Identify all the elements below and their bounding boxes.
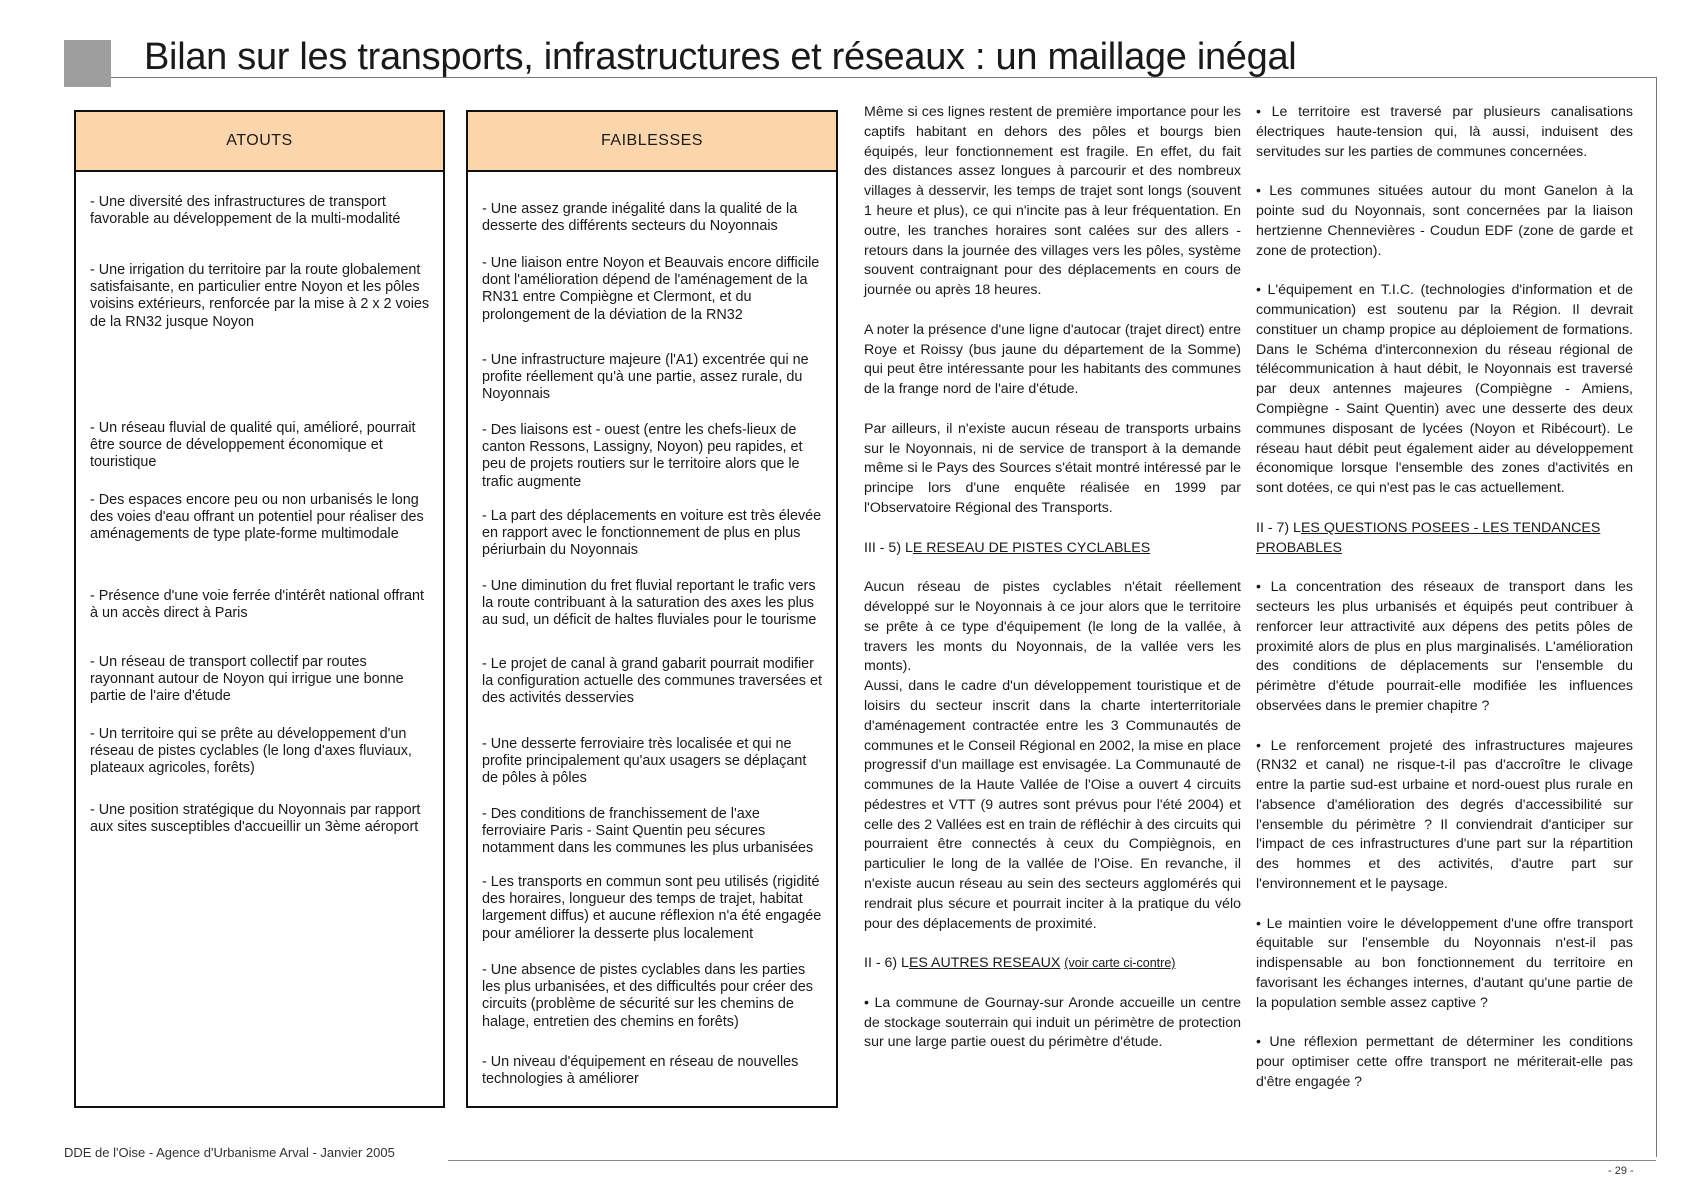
section-number: II - 6) L — [864, 955, 909, 972]
paragraph: A noter la présence d'une ligne d'autocar (trajet direct) entre Roye et Roissy (bus jaune du département de la Somme) qui peut être intéressante pour les habitants des communes de la frange nord de l'aire d'étude. — [864, 321, 1241, 398]
atouts-item: - Un territoire qui se prête au développement d'un réseau de pistes cyclables (le long d'axes fluviaux, plateaux agricoles, forêts) — [90, 726, 412, 777]
paragraph: Aussi, dans le cadre d'un développement touristique et de loisirs du secteur inscrit dans la charte interterritoriale d'aménagement contractée entre les 3 Communautés de communes et le Conseil Régional en 2002, la mise en place progressif d'un maillage est envisagée. La Communauté de communes de la Haute Vallée de l'Oise a ouvert 4 circuits pédestres et VTT (9 autres sont prévus pour l'été 2004) et celle des 2 Vallées est en train de réfléchir à des circuits qui pourraient être connectés à ceux du Compiègnois, en particulier le long de la vallée de l'Oise. En revanche, il n'existe aucun réseau au sein des secteurs agglomérés qui rendrait plus sécure et pourrait inciter à la pratique du vélo pour des déplacements de proximité. — [864, 678, 1241, 932]
paragraph: Par ailleurs, il n'existe aucun réseau de transports urbains sur le Noyonnais, ni de service de transport à la demande même si le Pays des Sources s'était montré intéressé par le principe lors d'une enquête réalisée en 1999 par l'Observatoire Régional des Transports. — [864, 420, 1241, 516]
faiblesses-item: - Une liaison entre Noyon et Beauvais encore difficile dont l'amélioration dépend de l'aménagement de la RN31 entre Compiègne et Clermont, et du prolongement de la déviation de la RN32 — [482, 255, 820, 323]
section-heading-questions-posees — [1256, 519, 1633, 559]
atouts-item: - Une irrigation du territoire par la route globalement satisfaisante, en particulier entre Noyon et les pôles voisins extérieurs, renforcée par la mise à 2 x 2 voies de la RN32 jusque Noyon — [90, 262, 430, 330]
title-underline-rule — [111, 77, 1657, 78]
footer-credit: DDE de l'Oise - Agence d'Urbanisme Arval - Janvier 2005 — [64, 1145, 395, 1160]
paragraph: • Les communes situées autour du mont Ganelon à la pointe sud du Noyonnais, sont concernées par la liaison hertzienne Chennevières - Coudun EDF (zone de garde et zone de protection). — [1256, 183, 1633, 259]
paragraph: Aucun réseau de pistes cyclables n'était réellement développé sur le Noyonnais à ce jour alors que le territoire se prête à ce type d'équipement (le long de la vallée, à travers les monts du Noyonnais, de la vallée vers les monts). — [864, 579, 1241, 675]
atouts-item: - Présence d'une voie ferrée d'intérêt national offrant à un accès direct à Paris — [90, 588, 425, 622]
paragraph: Même si ces lignes restent de première importance pour les captifs habitant en dehors des pôles et bourgs bien équipés, leur fonctionnement est fragile. En effet, du fait des distances assez longues à parcourir et des nombreux villages à desservir, les temps de trajet sont longs (souvent 1 heure et plus), ce qui n'incite pas à leur fréquentation. En outre, les tranches horaires sont calées sur des allers - retours dans la journée des villages vers les pôles, système souvent contraignant pour des déplacements en cours de journée ou après 18 heures. — [864, 104, 1241, 299]
faiblesses-item: - Les transports en commun sont peu utilisés (rigidité des horaires, longueur des temps de trajet, habitat largement diffus) et aucune réflexion n'a été engagée pour améliorer la desserte plus localement — [482, 874, 822, 942]
paragraph: • Le renforcement projeté des infrastructures majeures (RN32 et canal) ne risque-t-il pas d'accroître le clivage entre la partie sud-est urbaine et nord-ouest plus rurale en l'absence d'amélioration des degrés d'accessibilité sur l'ensemble du périmètre ? Il conviendrait d'anticiper sur l'impact de ces infrastructures d'une part sur la répartition des hommes et des activités, d'autre part sur l'environnement et le paysage. — [1256, 737, 1633, 893]
faiblesses-item: - Une infrastructure majeure (l'A1) excentrée qui ne profite réellement qu'à une partie, assez rurale, du Noyonnais — [482, 352, 809, 403]
footer-rule — [448, 1160, 1656, 1161]
paragraph: • Une réflexion permettant de déterminer les conditions pour optimiser cette offre transport ne mériterait-elle pas d'être engagée ? — [1256, 1034, 1633, 1091]
map-reference-note: (voir carte ci-contre) — [1064, 956, 1176, 971]
text-column-4 — [1256, 103, 1633, 1113]
right-margin-rule — [1656, 77, 1657, 1157]
paragraph: • Le territoire est traversé par plusieurs canalisations électriques haute-tension qui, là aussi, induisent des servitudes sur les parties de communes concernées. — [1256, 104, 1633, 160]
section-title: ES QUESTIONS POSEES - LES TENDANCES PROBABLES — [1256, 519, 1601, 556]
title-marker-square — [64, 40, 111, 87]
atouts-item: - Une position stratégique du Noyonnais par rapport aux sites susceptibles d'accueillir un 3ème aéroport — [90, 802, 421, 836]
faiblesses-item: - Le projet de canal à grand gabarit pourrait modifier la configuration actuelle des communes traversées et des activités desservies — [482, 656, 822, 707]
faiblesses-header: FAIBLESSES — [468, 112, 836, 172]
faiblesses-item: - Une assez grande inégalité dans la qualité de la desserte des différents secteurs du Noyonnais — [482, 201, 798, 235]
atouts-box — [74, 110, 445, 1108]
atouts-header: ATOUTS — [76, 112, 443, 172]
atouts-item: - Un réseau fluvial de qualité qui, amélioré, pourrait être source de développement économique et touristique — [90, 420, 416, 471]
paragraph: • La concentration des réseaux de transport dans les secteurs les plus urbanisés et équipés peut contribuer à renforcer leur attractivité aux dépens des petits pôles de proximité alors de plus en plus marginalisés. L'amélioration des conditions de déplacements sur l'ensemble du périmètre d'étude pourrait-elle modifiée les influences observées dans le premier chapitre ? — [1256, 579, 1633, 714]
page-title: Bilan sur les transports, infrastructures et réseaux : un maillage inégal — [144, 36, 1297, 78]
section-heading-pistes-cyclables — [864, 539, 1241, 559]
atouts-item: - Des espaces encore peu ou non urbanisés le long des voies d'eau offrant un potentiel pour réaliser des aménagements de type plate-forme multimodale — [90, 492, 424, 543]
faiblesses-item: - Des conditions de franchissement de l'axe ferroviaire Paris - Saint Quentin peu sécures notamment dans les communes les plus urbanisées — [482, 806, 814, 857]
section-title: ES AUTRES RESEAUX — [908, 955, 1061, 972]
faiblesses-item: - La part des déplacements en voiture est très élevée en rapport avec le fonctionnement de plus en plus périurbain du Noyonnais — [482, 508, 822, 559]
paragraph: • Le maintien voire le développement d'une offre transport équitable sur l'ensemble du Noyonnais n'est-il pas indispensable au bon fonctionnement du territoire en favorisant les échanges internes, d'autant qu'une partie de la population semble assez captive ? — [1256, 915, 1633, 1011]
section-number: II - 7) L — [1256, 519, 1301, 536]
paragraph: • L'équipement en T.I.C. (technologies d'information et de communication) est soutenu par la Région. Il devrait constituer un champ propice au déploiement de formations. Dans le Schéma d'interconnexion du réseau régional de télécommunication à haut débit, le Noyonnais est traversé par deux antennes majeures (Compiègne - Amiens, Compiègne - Saint Quentin) avec une desserte des deux communes disposant de lycées (Noyon et Ribécourt). Le réseau haut débit peut également aider au développement économique lorsque l'ensemble des zones d'activités en sont dotées, ce qui n'est pas le cas actuellement. — [1256, 282, 1633, 497]
atouts-item: - Une diversité des infrastructures de transport favorable au développement de la multi-modalité — [90, 194, 401, 228]
section-title: E RESEAU DE PISTES CYCLABLES — [912, 539, 1151, 556]
text-column-3 — [864, 103, 1241, 1073]
atouts-item: - Un réseau de transport collectif par routes rayonnant autour de Noyon qui irrigue une bonne partie de l'aire d'étude — [90, 654, 404, 705]
faiblesses-item: - Une diminution du fret fluvial reportant le trafic vers la route contribuant à la saturation des axes les plus au sud, un déficit de haltes fluviales pour le tourisme — [482, 578, 817, 629]
faiblesses-box — [466, 110, 838, 1108]
section-heading-autres-reseaux — [864, 954, 1241, 974]
faiblesses-item: - Une absence de pistes cyclables dans les parties les plus urbanisées, et des difficultés pour créer des circuits (problème de sécurité sur les chemins de halage, entretien des chemins en forêts) — [482, 962, 813, 1030]
section-number: III - 5) L — [864, 539, 913, 556]
faiblesses-item: - Un niveau d'équipement en réseau de nouvelles technologies à améliorer — [482, 1054, 799, 1088]
faiblesses-item: - Des liaisons est - ouest (entre les chefs-lieux de canton Ressons, Lassigny, Noyon) peu rapides, et peu de projets routiers sur le territoire alors que le trafic augmente — [482, 422, 803, 490]
paragraph: • La commune de Gournay-sur Aronde accueille un centre de stockage souterrain qui induit un périmètre de protection sur une large partie ouest du périmètre d'étude. — [864, 994, 1241, 1051]
page-number: - 29 - — [1608, 1165, 1634, 1177]
faiblesses-item: - Une desserte ferroviaire très localisée et qui ne profite principalement qu'aux usagers se déplaçant de pôles à pôles — [482, 736, 807, 787]
